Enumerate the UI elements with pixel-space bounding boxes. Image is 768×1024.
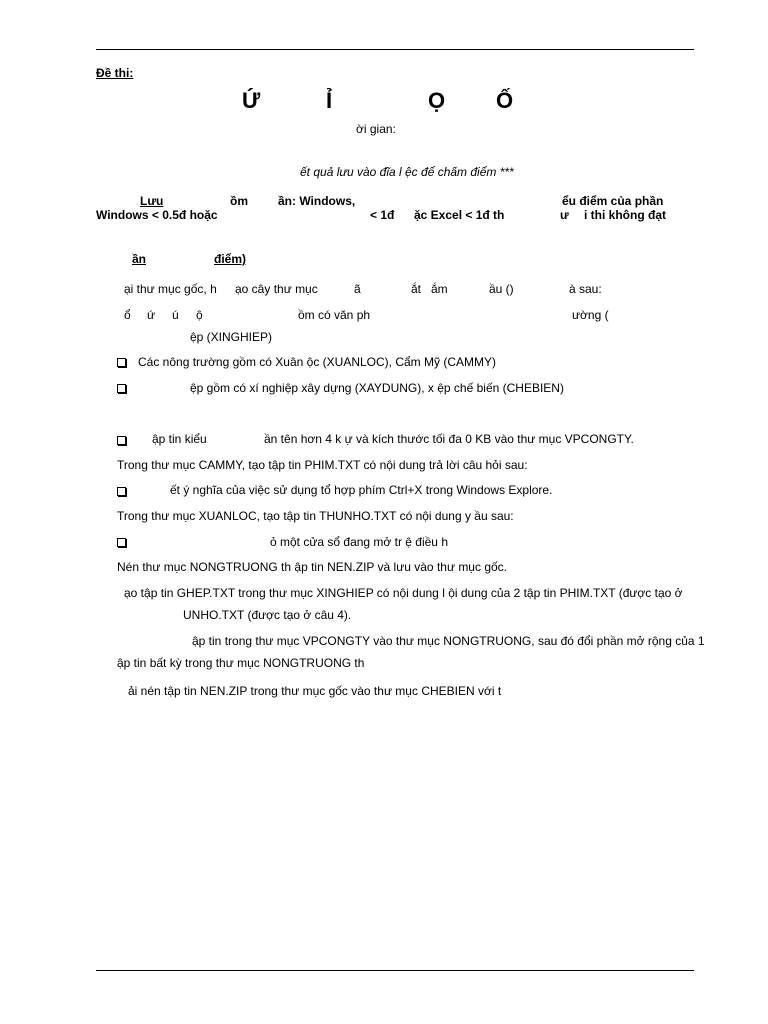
notice-text-2a: Windows < 0.5đ hoặc [96, 208, 218, 222]
section-heading-b: điểm) [214, 252, 247, 266]
q1-part-g: à sau: [569, 282, 602, 296]
exam-title-char-2: Ỉ [326, 88, 333, 113]
checkbox-bullet-icon [117, 487, 126, 496]
checkbox-bullet-icon [117, 538, 126, 547]
notice-luu: Lưu [140, 194, 164, 208]
section-heading [118, 252, 246, 266]
q1-part-c: ã [354, 282, 361, 296]
q1-line2-c: ú [172, 308, 179, 322]
notice-text-2d: ư [560, 208, 569, 222]
bullet-tap-tin-b: ần tên hơn 4 k ự và kích thước tối đa 0 KB vào thư mục VPCONGTY. [264, 432, 634, 446]
checkbox-bullet-icon [117, 436, 126, 445]
paragraph-nen: Nén thư mục NONGTRUONG th ập tin NEN.ZIP và lưu vào thư mục gốc. [117, 560, 507, 574]
q1-line2-b: ứ [147, 308, 156, 322]
q1-part-a: ại thư mục gốc, h [124, 282, 217, 296]
paragraph-ghep-1: ạo tập tin GHEP.TXT trong thư mục XINGHIEP có nội dung l ội dung của 2 tập tin PHIM.TXT (được tạo ở [124, 586, 683, 600]
exam-title-char-1: Ứ [242, 88, 261, 113]
checkbox-bullet-icon [117, 358, 126, 367]
exam-time-label: ời gian: [356, 122, 396, 136]
bullet-ctrl-x: ết ý nghĩa của việc sử dụng tổ hợp phím Ctrl+X trong Windows Explore. [170, 483, 553, 497]
paragraph-xuanloc: Trong thư mục XUANLOC, tạo tập tin THUNHO.TXT có nội dung y ầu sau: [117, 509, 514, 523]
exam-title-char-4: Ố [496, 88, 514, 113]
notice-text-1b: ồm [230, 194, 248, 208]
notice-text-2e: i thi không đạt [584, 208, 666, 222]
q1-line2-f: ường ( [572, 308, 609, 322]
exam-note: ết quả lưu vào đĩa l ệc để chấm điểm *** [300, 165, 514, 179]
exam-title-char-3: Ọ [428, 88, 446, 113]
bullet-nong-truong: Các nông trường gồm có Xuân ộc (XUANLOC), Cẩm Mỹ (CAMMY) [138, 355, 497, 369]
paragraph-ghep-2: UNHO.TXT (được tạo ở câu 4). [183, 608, 352, 622]
q1-line2-d: ộ [196, 308, 203, 322]
bullet-xi-nghiep: ệp gồm có xí nghiệp xây dựng (XAYDUNG), x ệp chế biến (CHEBIEN) [190, 381, 564, 395]
paragraph-copy-1: ập tin trong thư mục VPCONGTY vào thư mục NONGTRUONG, sau đó đổi phần mở rộng của 1 [192, 634, 705, 648]
notice-text-1c: ần: Windows, [278, 194, 356, 208]
bullet-tap-tin-a: ập tin kiểu [152, 432, 207, 446]
q1-line3: ệp (XINGHIEP) [190, 330, 273, 344]
q1-part-e: ắm [431, 282, 448, 296]
notice-text-1d: ểu điểm của phần [562, 194, 664, 208]
bullet-cua-so: ỏ một cửa sổ đang mở tr ệ điều h [270, 535, 448, 549]
exam-label: Đề thi: [96, 66, 134, 80]
q1-part-b: ạo cây thư mục [235, 282, 318, 296]
q1-part-f: ầu () [489, 282, 514, 296]
bottom-rule [96, 970, 694, 971]
checkbox-bullet-icon [117, 384, 126, 393]
q1-part-d: ắt [411, 282, 422, 296]
notice-text-2c: ặc Excel < 1đ th [414, 208, 505, 222]
section-heading-a: ần [132, 252, 147, 266]
q1-line2-e: ồm có văn ph [298, 308, 371, 322]
paragraph-copy-2: ập tin bất kỳ trong thư mục NONGTRUONG th [117, 656, 365, 670]
q1-line2-a: ổ [124, 308, 131, 322]
paragraph-cammy: Trong thư mục CAMMY, tạo tập tin PHIM.TXT có nội dung trả lời câu hỏi sau: [117, 458, 528, 472]
top-rule [96, 49, 694, 50]
notice-text-2b: < 1đ [370, 208, 395, 222]
paragraph-giai-nen: ải nén tập tin NEN.ZIP trong thư mục gốc vào thư mục CHEBIEN với t [128, 684, 502, 698]
